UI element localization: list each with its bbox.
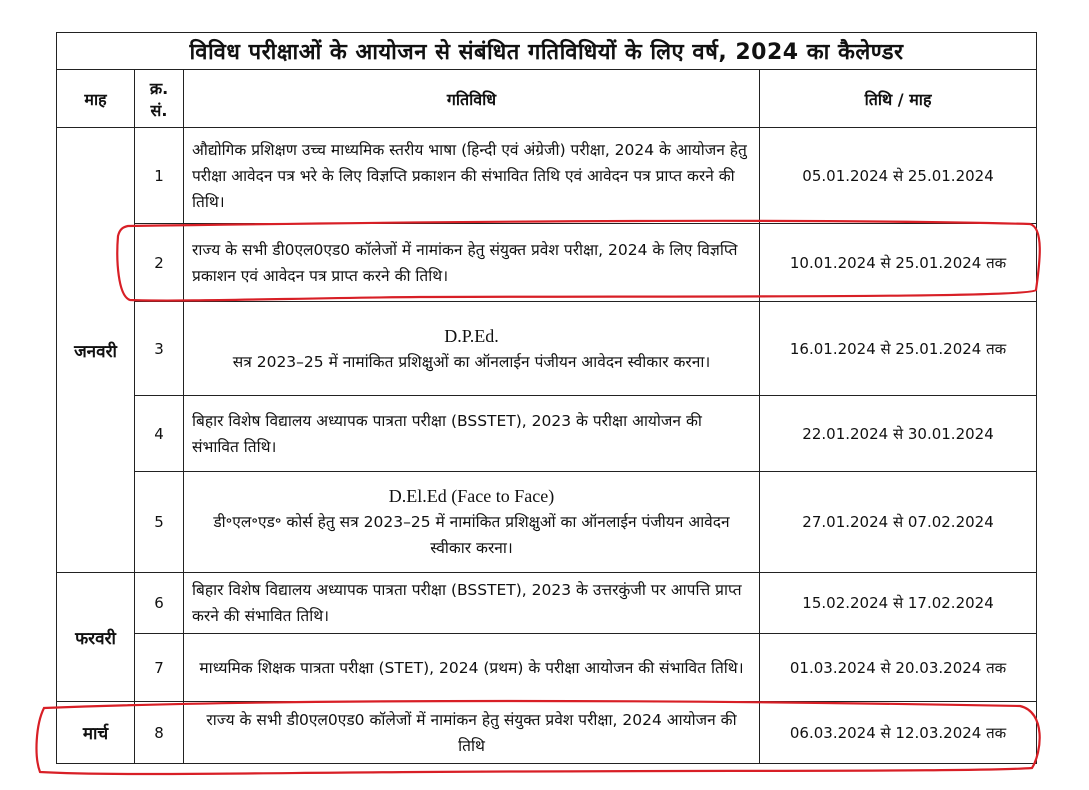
activity-text: बिहार विशेष विद्यालय अध्यापक पात्रता परीक्षा (BSSTET), 2023 के परीक्षा आयोजन की संभावित तिथि।: [184, 396, 760, 472]
activity-text: औद्योगिक प्रशिक्षण उच्च माध्यमिक स्तरीय भाषा (हिन्दी एवं अंग्रेजी) परीक्षा, 2024 के आयोजन हेतु परीक्षा आवेदन पत्र भरे के लिए विज्ञप्ति प्रकाशन की संभावित तिथि एवं आवेदन पत्र प्राप्त करने की तिथि।: [184, 128, 760, 224]
table-row: [57, 302, 1037, 396]
serial-number: 6: [135, 573, 184, 634]
activity-text: डी॰एल॰एड॰ कोर्स हेतु सत्र 2023–25 में नामांकित प्रशिक्षुओं का ऑनलाईन पंजीयन आवेदन स्वीकार करना।: [213, 513, 730, 557]
header-serial-line2: सं.: [150, 100, 168, 120]
serial-number: 1: [135, 128, 184, 224]
activity-text: सत्र 2023–25 में नामांकित प्रशिक्षुओं का ऑनलाईन पंजीयन आवेदन स्वीकार करना।: [232, 352, 711, 371]
calendar-table: [56, 32, 1037, 764]
header-date: तिथि / माह: [760, 70, 1037, 128]
table-row: [57, 702, 1037, 764]
serial-number: 4: [135, 396, 184, 472]
date-range: 16.01.2024 से 25.01.2024 तक: [760, 302, 1037, 396]
serial-number: 8: [135, 702, 184, 764]
date-range: 10.01.2024 से 25.01.2024 तक: [760, 224, 1037, 302]
table-row: [57, 396, 1037, 472]
date-range: 05.01.2024 से 25.01.2024: [760, 128, 1037, 224]
activity-heading: D.El.Ed (Face to Face): [388, 486, 555, 506]
table-row: [57, 472, 1037, 573]
activity-text: बिहार विशेष विद्यालय अध्यापक पात्रता परीक्षा (BSSTET), 2023 के उत्तरकुंजी पर आपत्ति प्राप्त करने की संभावित तिथि।: [184, 573, 760, 634]
serial-number: 2: [135, 224, 184, 302]
activity-text: माध्यमिक शिक्षक पात्रता परीक्षा (STET), 2024 (प्रथम) के परीक्षा आयोजन की संभावित तिथि।: [184, 634, 760, 702]
activity-text: राज्य के सभी डी0एल0एड0 कॉलेजों में नामांकन हेतु संयुक्त प्रवेश परीक्षा, 2024 के लिए विज्ञप्ति प्रकाशन एवं आवेदन पत्र प्राप्त करने की तिथि।: [184, 224, 760, 302]
serial-number: 7: [135, 634, 184, 702]
date-range: 01.03.2024 से 20.03.2024 तक: [760, 634, 1037, 702]
month-january: जनवरी: [57, 128, 135, 573]
date-range: 15.02.2024 से 17.02.2024: [760, 573, 1037, 634]
calendar-document: [56, 32, 1036, 764]
table-row: [57, 573, 1037, 634]
header-serial: [135, 70, 184, 128]
serial-number: 3: [135, 302, 184, 396]
table-row: [57, 128, 1037, 224]
table-row: [57, 634, 1037, 702]
activity-cell: [184, 302, 760, 396]
date-range: 22.01.2024 से 30.01.2024: [760, 396, 1037, 472]
activity-heading: D.P.Ed.: [444, 325, 499, 346]
header-serial-line1: क्र.: [149, 78, 169, 98]
month-march: मार्च: [57, 702, 135, 764]
table-title: विविध परीक्षाओं के आयोजन से संबंधित गतिविधियों के लिए वर्ष, 2024 का कैलेण्डर: [57, 33, 1037, 70]
activity-cell: [184, 472, 760, 573]
date-range: 06.03.2024 से 12.03.2024 तक: [760, 702, 1037, 764]
serial-number: 5: [135, 472, 184, 573]
activity-text: राज्य के सभी डी0एल0एड0 कॉलेजों में नामांकन हेतु संयुक्त प्रवेश परीक्षा, 2024 आयोजन की तिथि: [184, 702, 760, 764]
month-february: फरवरी: [57, 573, 135, 702]
table-row: [57, 224, 1037, 302]
date-range: 27.01.2024 से 07.02.2024: [760, 472, 1037, 573]
header-month: माह: [57, 70, 135, 128]
header-activity: गतिविधि: [184, 70, 760, 128]
